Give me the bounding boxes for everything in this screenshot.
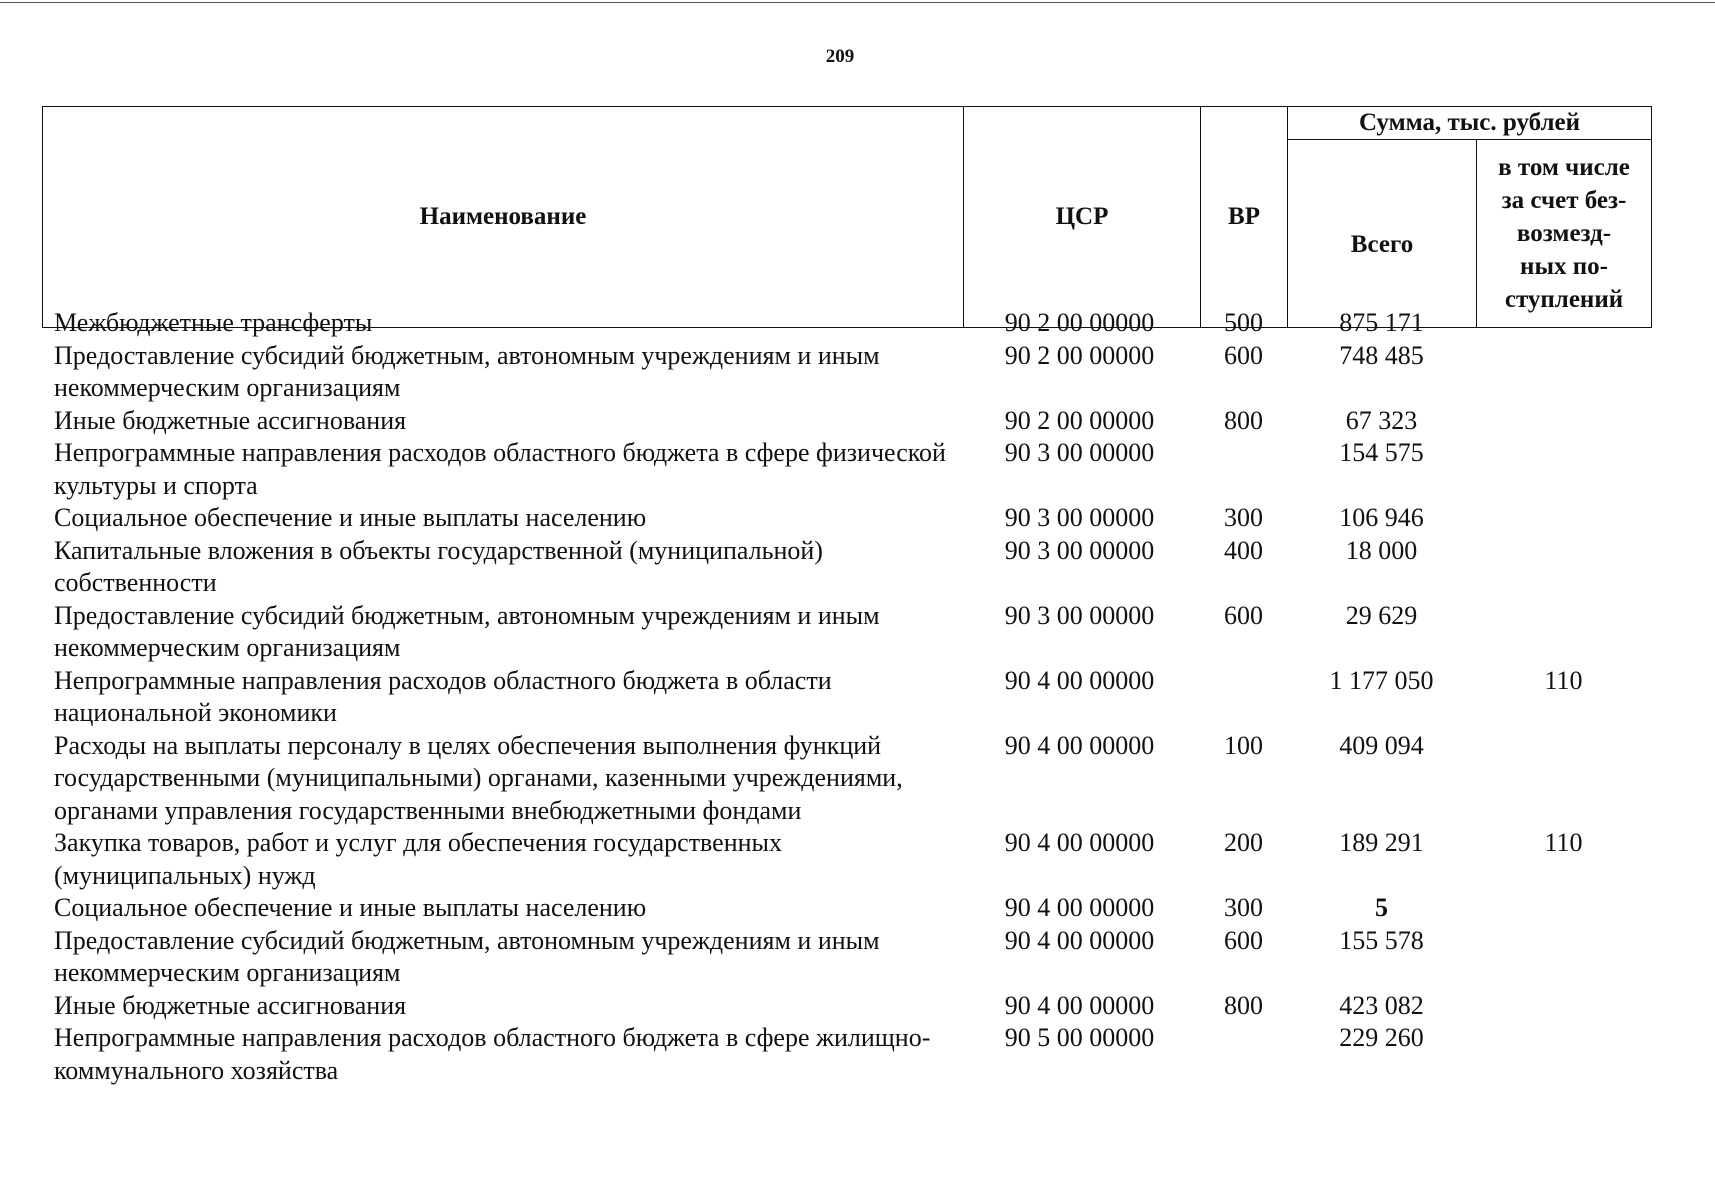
row-vr: 600 [1224,340,1263,370]
row-free [1476,502,1651,535]
row-csr: 90 2 00 00000 [1004,308,1155,337]
row-free [1476,990,1651,1023]
table-row [42,307,1651,340]
row-vr: 800 [1224,405,1263,435]
row-csr: 90 2 00 00000 [1004,340,1155,370]
row-name: Непрограммные направления расходов областного бюджета в сфере физической культуры и спорта [54,438,946,500]
header-free-line: ступлений [1504,286,1624,313]
row-total: 18 000 [1345,535,1418,565]
table-row [42,990,1651,1023]
row-name: Капитальные вложения в объекты государственной (муниципальной) собственности [54,535,823,597]
row-total: 154 575 [1339,438,1424,467]
row-total: 409 094 [1339,730,1424,760]
table-body [42,307,1651,1087]
row-total: 29 629 [1345,600,1418,630]
row-free [1476,892,1651,925]
row-csr: 90 4 00 00000 [1004,665,1155,695]
table-row [42,925,1651,990]
header-free-line: ных по- [1520,253,1608,280]
header-total: Всего [1288,140,1477,328]
row-free: 110 [1544,665,1583,695]
header-vr: ВР [1201,107,1288,328]
page-number: 209 [825,46,855,67]
row-vr: 600 [1224,925,1263,955]
table-row [42,600,1651,665]
row-total: 748 485 [1339,340,1424,370]
row-free [1476,925,1651,990]
row-csr: 90 3 00 00000 [1004,438,1155,467]
row-vr [1200,1022,1287,1087]
row-csr: 90 4 00 00000 [1004,990,1155,1020]
table-row [42,502,1651,535]
row-name: Иные бюджетные ассигнования [54,990,407,1020]
row-name: Социальное обеспечение и иные выплаты населению [54,893,647,922]
row-total: 106 946 [1339,503,1424,532]
row-vr: 200 [1224,828,1263,857]
row-vr: 800 [1224,990,1263,1020]
row-vr: 100 [1224,730,1263,760]
row-csr: 90 4 00 00000 [1004,828,1155,857]
row-vr [1200,665,1287,730]
row-total: 875 171 [1339,308,1424,337]
row-csr: 90 3 00 00000 [1004,600,1155,630]
row-csr: 90 3 00 00000 [1004,535,1155,565]
row-free [1476,340,1651,405]
row-csr: 90 4 00 00000 [1004,925,1155,955]
header-free [1477,140,1652,328]
table-row [42,535,1651,600]
table-row [42,405,1651,438]
table-row [42,730,1651,828]
row-name: Закупка товаров, работ и услуг для обеспечения государственных (муниципальных) нужд [54,828,783,890]
header-free-line: возмезд- [1516,220,1612,247]
row-free [1476,307,1651,340]
row-vr: 300 [1224,893,1263,922]
row-total: 229 260 [1339,1023,1424,1052]
table-row [42,827,1651,892]
row-name: Иные бюджетные ассигнования [54,405,407,435]
row-csr: 90 2 00 00000 [1004,405,1155,435]
table-header [42,106,1652,328]
header-free-line: за счет без- [1501,187,1627,214]
row-name: Непрограммные направления расходов областного бюджета в сфере жилищно-коммунального хозяйства [54,1023,931,1085]
row-vr [1200,437,1287,502]
top-rule [0,2,1715,3]
row-name: Непрограммные направления расходов областного бюджета в области национальной экономики [54,665,832,727]
row-vr: 300 [1224,503,1263,532]
row-total: 189 291 [1339,828,1424,857]
row-free [1476,535,1651,600]
row-name: Социальное обеспечение и иные выплаты населению [54,503,647,532]
row-name: Предоставление субсидий бюджетным, автономным учреждениям и иным некоммерческим организациям [54,925,880,987]
row-free [1476,730,1651,828]
table-row [42,437,1651,502]
row-csr: 90 4 00 00000 [1004,893,1155,922]
header-sum: Сумма, тыс. рублей [1288,107,1652,140]
row-csr: 90 5 00 00000 [1004,1023,1155,1052]
table-row [42,665,1651,730]
table-row [42,1022,1651,1087]
row-free [1476,600,1651,665]
row-total: 1 177 050 [1329,665,1434,695]
header-free-line: в том числе [1498,154,1630,181]
row-total: 423 082 [1339,990,1424,1020]
row-name: Предоставление субсидий бюджетным, автономным учреждениям и иным некоммерческим организациям [54,340,880,402]
row-name: Межбюджетные трансферты [54,308,373,337]
row-free [1476,405,1651,438]
header-name: Наименование [43,107,964,328]
row-csr: 90 4 00 00000 [1004,730,1155,760]
row-free [1476,437,1651,502]
row-total: 155 578 [1339,925,1424,955]
table-row [42,892,1651,925]
row-name: Предоставление субсидий бюджетным, автономным учреждениям и иным некоммерческим организациям [54,600,880,662]
row-name: Расходы на выплаты персоналу в целях обеспечения выполнения функций государственными (муниципальными) органами, казенными учреждениями, органами управления государственными внебюджетными фондами [54,730,903,825]
row-vr: 500 [1224,308,1263,337]
row-total: 5 [1375,893,1388,922]
row-csr: 90 3 00 00000 [1004,503,1155,532]
table-row [42,340,1651,405]
row-free [1476,1022,1651,1087]
row-vr: 600 [1224,600,1263,630]
header-csr: ЦСР [964,107,1201,328]
row-free: 110 [1544,828,1583,857]
row-vr: 400 [1224,535,1263,565]
row-total: 67 323 [1345,405,1418,435]
